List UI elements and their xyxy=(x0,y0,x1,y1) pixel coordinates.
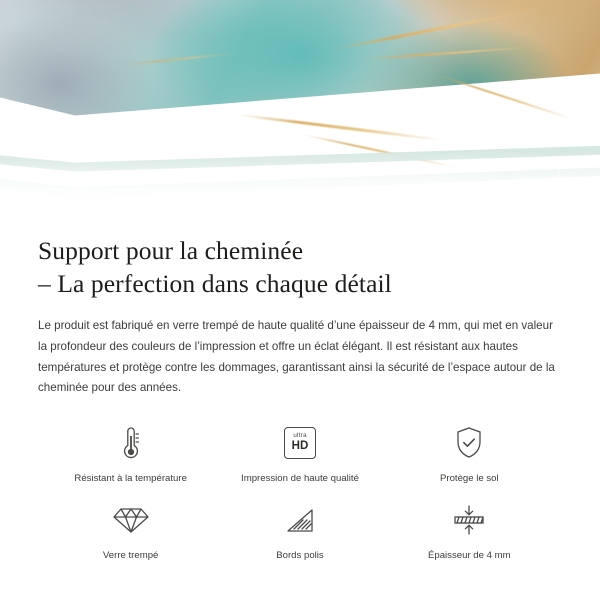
badge-main-text: HD xyxy=(291,439,309,452)
feature-item xyxy=(215,498,384,562)
hero-product-image xyxy=(0,0,600,212)
page-title xyxy=(38,234,562,300)
feature-item xyxy=(46,498,215,562)
thickness-4mm-icon xyxy=(449,498,489,542)
feature-grid xyxy=(38,421,562,562)
feature-item xyxy=(385,421,554,485)
feature-label: Épaisseur de 4 mm xyxy=(427,550,511,562)
description-paragraph: Le produit est fabriqué en verre trempé de haute qualité d’une épaisseur de 4 mm, qui met en valeur la profondeur des couleurs de l’impression et offre un éclat élégant. Il est résistant aux hautes températures et protège contre les dommages, garantissant ainsi la sécurité de l’espace autour de la cheminée pour des années. xyxy=(38,319,555,395)
feature-item xyxy=(215,421,384,485)
feature-item xyxy=(46,421,215,485)
diamond-icon xyxy=(112,498,150,542)
feature-label: Résistant à la température xyxy=(74,472,187,484)
feature-label: Impression de haute qualité xyxy=(241,472,359,484)
polished-edges-icon xyxy=(282,498,318,542)
thermometer-icon xyxy=(118,421,144,465)
shield-check-icon xyxy=(452,421,486,465)
badge-top-text: ultra xyxy=(293,432,307,440)
image-fade-overlay xyxy=(0,166,600,212)
feature-label: Verre trempé xyxy=(102,550,159,562)
feature-label: Bords polis xyxy=(276,550,324,562)
feature-item xyxy=(385,498,554,562)
feature-label: Protège le sol xyxy=(439,472,499,484)
ultra-hd-icon xyxy=(284,421,316,465)
headline-line-2: – La perfection dans chaque détail xyxy=(38,269,392,299)
content-area xyxy=(0,234,600,562)
gold-vein-icon xyxy=(237,113,446,141)
headline-line-1: Support pour la cheminée xyxy=(38,236,304,265)
